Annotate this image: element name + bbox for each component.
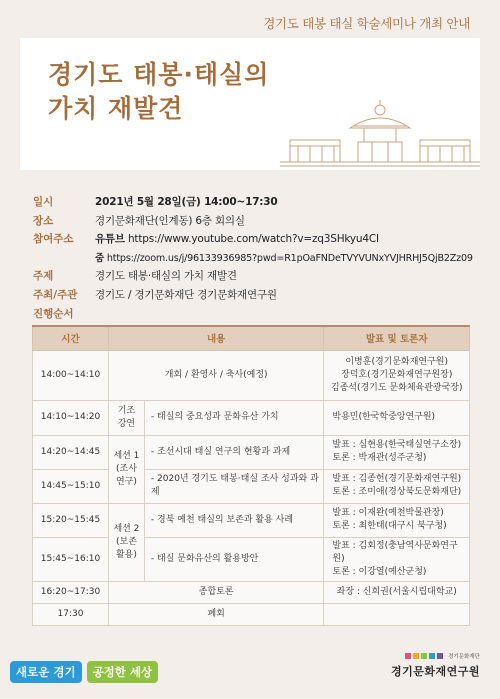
table-row [33, 435, 470, 469]
info-section [33, 195, 473, 306]
table-row [33, 469, 470, 503]
table-row [33, 603, 470, 625]
zoom-link[interactable] [95, 251, 473, 267]
topic-label: 주제 [33, 270, 54, 282]
time-cell: 15:20~15:45 [33, 503, 109, 537]
org-small-label: 경기문화재단 [448, 654, 480, 660]
table-header-row [33, 326, 470, 350]
speaker-cell: 이병훈(경기문화재연구원) 장덕호(경기문화재연구원장) 김종석(경기도 문화체육관광국장) [324, 350, 470, 400]
youtube-link[interactable] [95, 232, 379, 248]
logo-square-icon [413, 653, 419, 659]
speaker-cell: 좌장 : 신희권(서울시립대학교) [324, 581, 470, 603]
time-cell: 14:00~14:10 [33, 350, 109, 400]
join-label: 참여주소 [33, 233, 74, 245]
topic-value: 경기도 태봉·태실의 가치 재발견 [95, 270, 237, 282]
slogan-part1: 새로운 경기 [10, 661, 82, 683]
host-value: 경기도 / 경기문화재단 경기문화재연구원 [95, 288, 277, 301]
footer [0, 646, 500, 699]
session-cell: 기조 강연 [108, 400, 144, 435]
org-name: 경기문화재연구원 [390, 665, 480, 678]
date-value: 2021년 5월 28일(금) 14:00~17:30 [95, 196, 278, 208]
info-row-zoom [33, 251, 473, 267]
time-cell: 14:10~14:20 [33, 400, 109, 435]
main-title-line1: 경기도 태봉·태실의 [48, 60, 270, 89]
content-cell: 폐회 [108, 603, 323, 625]
header-speaker: 발표 및 토론자 [324, 326, 470, 350]
content-cell: 종합토론 [108, 581, 323, 603]
host-label: 주최/주관 [33, 288, 78, 301]
speaker-cell [324, 603, 470, 625]
date-label: 일시 [33, 196, 54, 208]
place-label: 장소 [33, 214, 54, 227]
time-cell: 15:45~16:10 [33, 537, 109, 581]
slogan [10, 661, 158, 683]
taesil-illustration [280, 90, 480, 170]
org-logo [391, 652, 480, 679]
slogan-part2: 공정한 세상 [87, 661, 159, 683]
time-cell: 14:45~15:10 [33, 469, 109, 503]
speaker-cell: 발표 : 김회정(충남역사문화연구원) 토론 : 이강열(예산군청) [324, 537, 470, 581]
logo-square-icon [429, 653, 435, 659]
logo-square-icon [437, 653, 443, 659]
table-row [33, 400, 470, 435]
info-row-join [33, 232, 473, 248]
speaker-cell: 발표 : 김종헌(경기문화재연구원) 토론 : 조미애(경상북도문화재단) [324, 469, 470, 503]
content-cell: - 2020년 경기도 태봉·태실 조사 성과와 과제 [144, 469, 323, 503]
main-title [48, 58, 269, 126]
info-row-topic [33, 269, 473, 285]
youtube-url[interactable]: https://www.youtube.com/watch?v=zq3SHkyu4CI [124, 233, 379, 245]
header-time: 시간 [33, 326, 109, 350]
info-row-date [33, 195, 473, 211]
logo-square-icon [405, 653, 411, 659]
info-row-place [33, 214, 473, 230]
content-cell: - 태실의 중요성과 문화유산 가치 [144, 400, 323, 435]
logo-square-icon [421, 653, 427, 659]
table-row [33, 350, 470, 400]
time-cell: 16:20~17:30 [33, 581, 109, 603]
zoom-prefix: 줌 [95, 252, 105, 264]
session-cell: 세션 1 (조사 연구) [108, 435, 144, 503]
table-row [33, 581, 470, 603]
content-cell: - 경북 예천 태실의 보존과 활용 사례 [144, 503, 323, 537]
content-cell: - 조선시대 태실 연구의 현황과 과제 [144, 435, 323, 469]
youtube-prefix: 유튜브 [95, 233, 125, 245]
org-logo-mark [391, 652, 480, 660]
main-title-line2: 가치 재발견 [48, 94, 184, 123]
speaker-cell: 발표 : 이재완(예천박물관장) 토론 : 최한태(대구시 북구청) [324, 503, 470, 537]
header-content: 내용 [108, 326, 323, 350]
table-row [33, 503, 470, 537]
title-card [20, 38, 480, 170]
speaker-cell: 박용민(한국학중앙연구원) [324, 400, 470, 435]
schedule-section-label: 진행순서 [33, 308, 74, 320]
table-row [33, 537, 470, 581]
time-cell: 17:30 [33, 603, 109, 625]
zoom-url[interactable]: https://zoom.us/j/96133936985?pwd=R1pOaFNDeTVYVUNxYVJHRHJ5QjB2Zz09 [104, 252, 473, 264]
place-value: 경기문화재단(인계동) 6층 회의실 [95, 214, 245, 227]
schedule-table [32, 325, 470, 626]
speaker-cell: 발표 : 심현용(한국태실연구소장) 토론 : 박재관(성주군청) [324, 435, 470, 469]
time-cell: 14:20~14:45 [33, 435, 109, 469]
top-title: 경기도 태봉 태실 학술세미나 개최 안내 [263, 16, 470, 31]
info-row-host [33, 288, 473, 304]
content-cell: - 태실 문화유산의 활용방안 [144, 537, 323, 581]
content-cell: 개회 / 환영사 / 축사(예정) [108, 350, 323, 400]
session-cell: 세션 2 (보존 활용) [108, 503, 144, 581]
